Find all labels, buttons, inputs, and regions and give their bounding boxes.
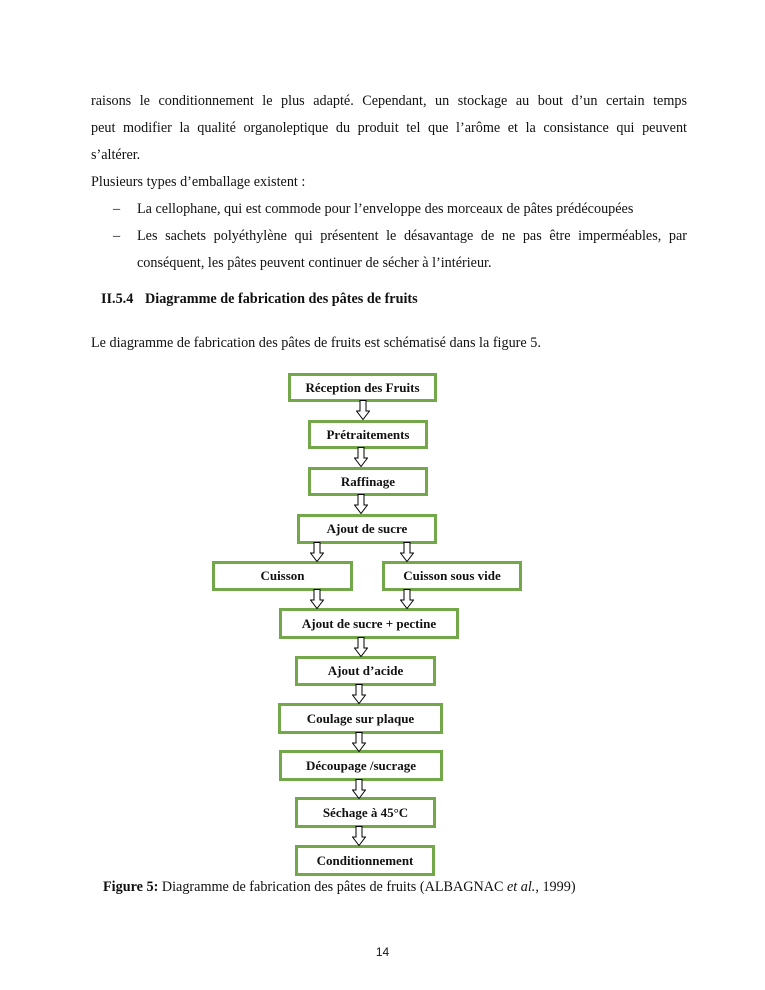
step-sechage: Séchage à 45°C xyxy=(295,797,436,828)
figure-intro: Le diagramme de fabrication des pâtes de fruits est schématisé dans la figure 5. xyxy=(91,335,541,351)
section-heading xyxy=(101,291,418,308)
bullet-line: conséquent, les pâtes peuvent continuer de sécher à l’intérieur. xyxy=(137,255,492,271)
step-conditionnement: Conditionnement xyxy=(295,845,435,876)
down-arrow-icon xyxy=(352,684,366,704)
down-arrow-icon xyxy=(352,732,366,752)
bullet-dash: – xyxy=(113,228,121,244)
figure-caption xyxy=(103,879,576,896)
step-reception: Réception des Fruits xyxy=(288,373,437,402)
caption-text-end: , 1999) xyxy=(535,879,576,895)
down-arrow-icon xyxy=(400,589,414,609)
down-arrow-icon xyxy=(356,400,370,420)
list-item xyxy=(91,196,687,223)
bullet-dash: – xyxy=(113,201,121,217)
step-ajout-sucre-pectine: Ajout de sucre + pectine xyxy=(279,608,459,639)
step-ajout-acide: Ajout d’acide xyxy=(295,656,436,686)
step-decoupage: Découpage /sucrage xyxy=(279,750,443,781)
packaging-list xyxy=(91,196,687,277)
list-item xyxy=(91,223,687,277)
down-arrow-icon xyxy=(354,637,368,657)
down-arrow-icon xyxy=(354,447,368,467)
caption-label: Figure 5: xyxy=(103,879,159,895)
section-title: Diagramme de fabrication des pâtes de fruits xyxy=(145,291,418,307)
down-arrow-icon xyxy=(354,494,368,514)
intro-line: raisons le conditionnement le plus adapté. Cependant, un stockage au bout d’un certain temps xyxy=(91,93,687,109)
intro-line: peut modifier la qualité organoleptique du produit tel que l’arôme et la consistance qui peuvent xyxy=(91,120,687,136)
caption-italic: et al. xyxy=(506,879,536,895)
step-pretraitements: Prétraitements xyxy=(308,420,428,449)
intro-line: s’altérer. xyxy=(91,147,141,163)
step-raffinage: Raffinage xyxy=(308,467,428,496)
bullet-line: La cellophane, qui est commode pour l’enveloppe des morceaux de pâtes prédécoupées xyxy=(137,201,634,217)
down-arrow-icon xyxy=(352,779,366,799)
down-arrow-icon xyxy=(310,542,324,562)
intro-paragraph xyxy=(91,88,687,169)
section-number: II.5.4 xyxy=(101,291,134,307)
step-cuisson: Cuisson xyxy=(212,561,353,591)
down-arrow-icon xyxy=(310,589,324,609)
bullet-line: Les sachets polyéthylène qui présentent le désavantage de ne pas être imperméables, par xyxy=(137,228,687,244)
page-number: 14 xyxy=(375,945,390,959)
down-arrow-icon xyxy=(352,826,366,846)
step-coulage: Coulage sur plaque xyxy=(278,703,443,734)
step-ajout-sucre: Ajout de sucre xyxy=(297,514,437,544)
step-cuisson-sous-vide: Cuisson sous vide xyxy=(382,561,522,591)
packaging-types-line: Plusieurs types d’emballage existent : xyxy=(91,174,306,190)
caption-text: Diagramme de fabrication des pâtes de fruits (ALBAGNAC xyxy=(158,879,507,895)
down-arrow-icon xyxy=(400,542,414,562)
